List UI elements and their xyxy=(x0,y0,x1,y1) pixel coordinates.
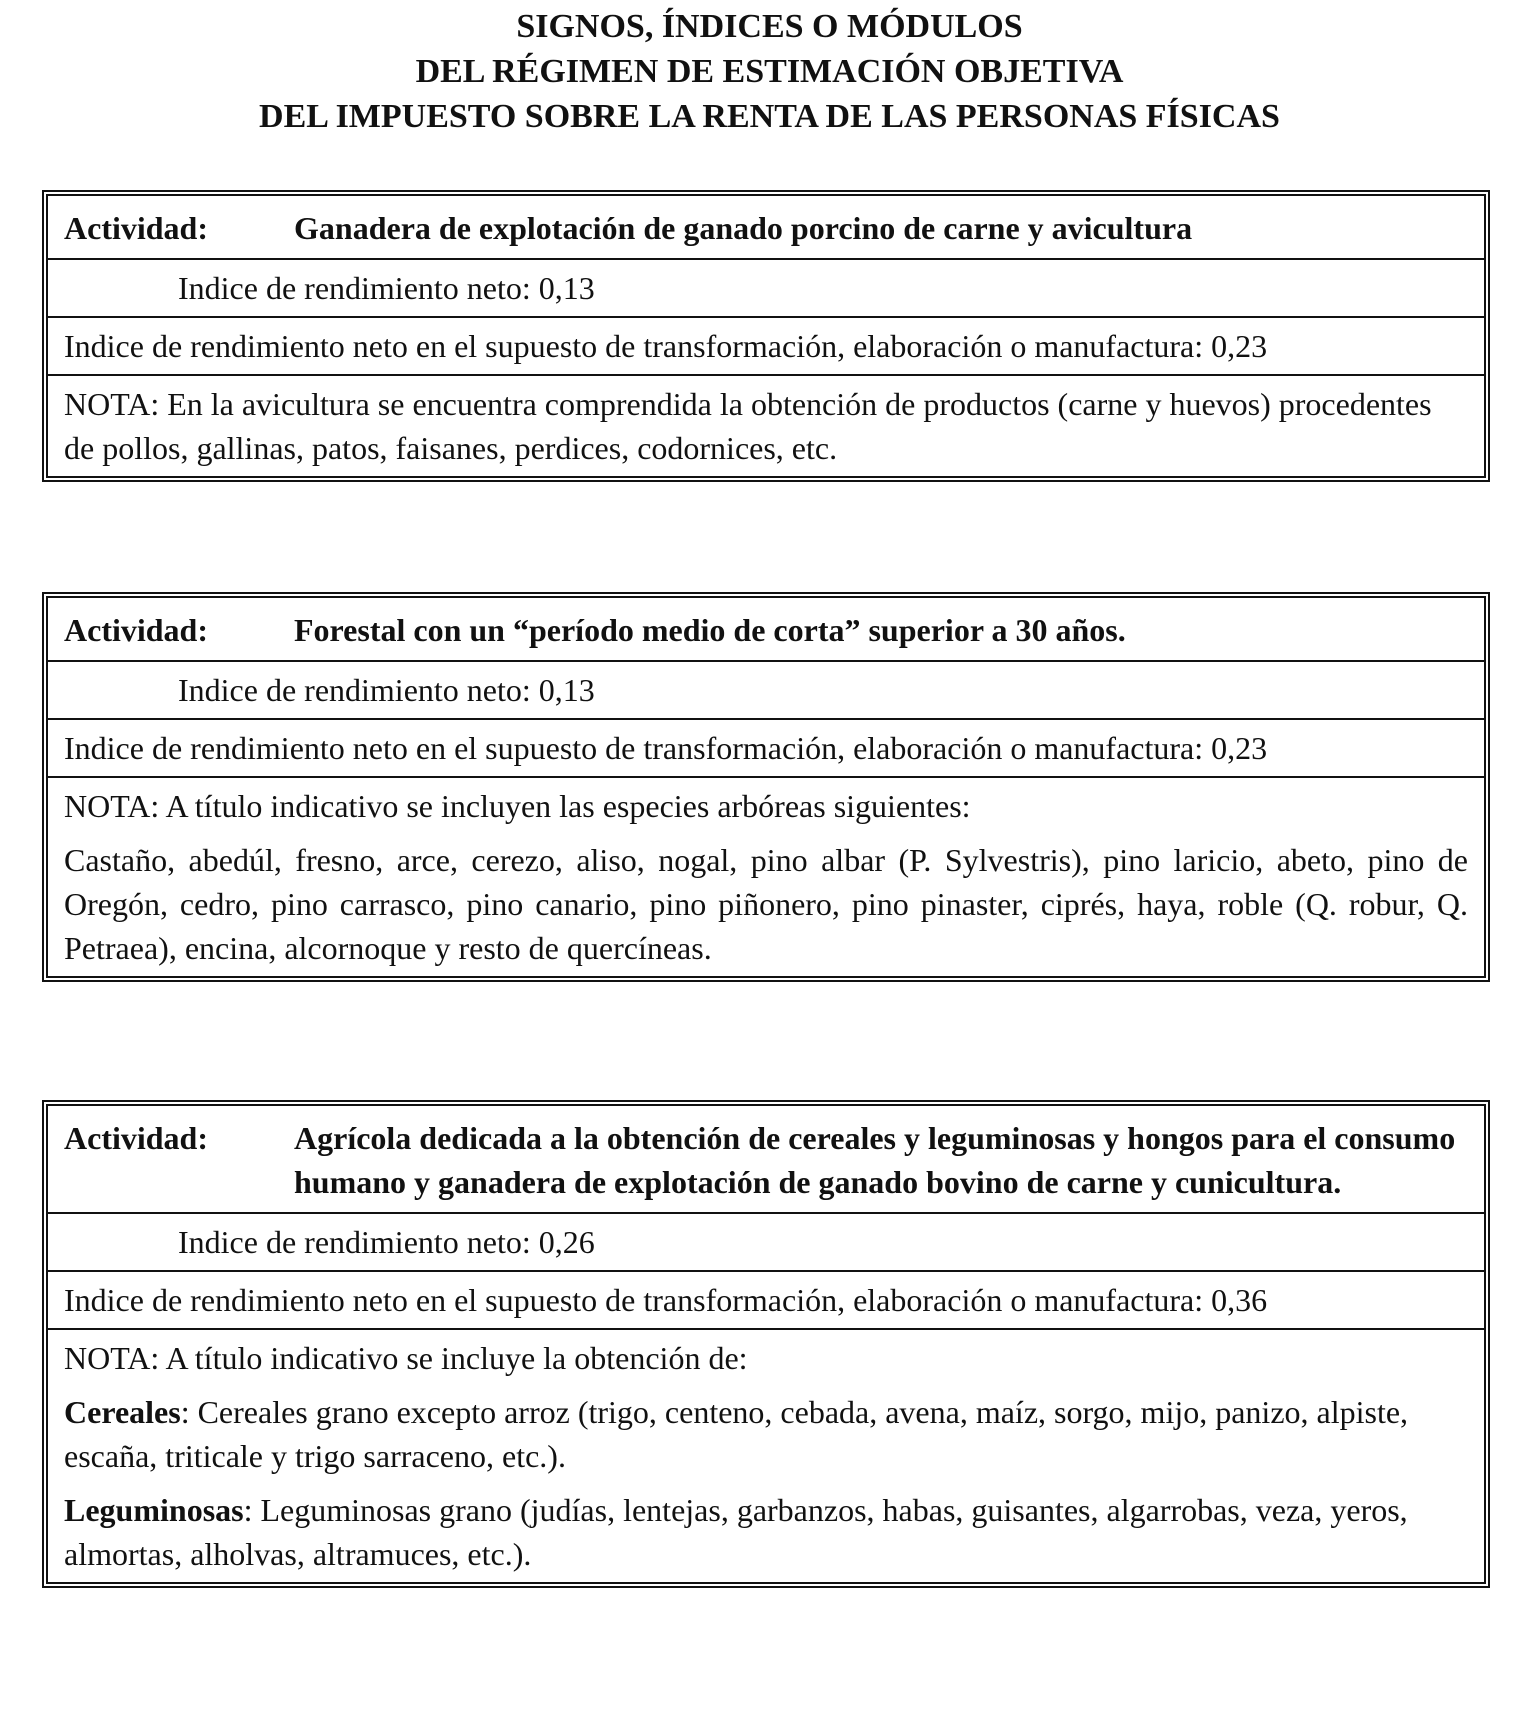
activity-name: Agrícola dedicada a la obtención de cereales y leguminosas y hongos para el consumo humano y ganadera de explotación de ganado bovino de carne y cunicultura. xyxy=(294,1120,1456,1200)
title-line-1: SIGNOS, ÍNDICES O MÓDULOS xyxy=(516,8,1023,45)
leguminosas-term: Leguminosas xyxy=(64,1492,244,1528)
cereales-term: Cereales xyxy=(64,1394,181,1430)
activity-header xyxy=(48,1106,1484,1214)
leguminosas-text: : Leguminosas grano (judías, lentejas, garbanzos, habas, guisantes, algarrobas, veza, yeros, almortas, alholvas, altramuces, etc.). xyxy=(64,1492,1408,1572)
net-yield-index: Indice de rendimiento neto: 0,13 xyxy=(48,662,1484,720)
document-title xyxy=(0,4,1539,139)
activity-note xyxy=(48,1330,1484,1582)
net-yield-index-transformation: Indice de rendimiento neto en el supuesto de transformación, elaboración o manufactura: 0,23 xyxy=(48,720,1484,778)
activity-name: Forestal con un “período medio de corta” superior a 30 años. xyxy=(294,612,1126,648)
activity-name: Ganadera de explotación de ganado porcino de carne y avicultura xyxy=(294,210,1193,246)
activity-note: NOTA: En la avicultura se encuentra comprendida la obtención de productos (carne y huevos) procedentes de pollos, gallinas, patos, faisanes, perdices, codornices, etc. xyxy=(64,386,1432,466)
activity-card-agricola xyxy=(42,1100,1490,1588)
net-yield-index: Indice de rendimiento neto: 0,26 xyxy=(48,1214,1484,1272)
activity-label: Actividad: xyxy=(64,1120,208,1156)
activity-header xyxy=(48,196,1484,260)
activity-card-ganadera xyxy=(42,190,1490,482)
activity-label: Actividad: xyxy=(64,210,208,246)
net-yield-index-transformation: Indice de rendimiento neto en el supuesto de transformación, elaboración o manufactura: 0,36 xyxy=(48,1272,1484,1330)
note-cereales xyxy=(64,1390,1468,1478)
note-intro: NOTA: A título indicativo se incluye la obtención de: xyxy=(64,1340,748,1376)
note-intro: NOTA: A título indicativo se incluyen las especies arbóreas siguientes: xyxy=(64,788,971,824)
title-line-3: DEL IMPUESTO SOBRE LA RENTA DE LAS PERSONAS FÍSICAS xyxy=(259,98,1280,135)
note-leguminosas xyxy=(64,1488,1468,1576)
net-yield-index: Indice de rendimiento neto: 0,13 xyxy=(48,260,1484,318)
note-species-list: Castaño, abedúl, fresno, arce, cerezo, aliso, nogal, pino albar (P. Sylvestris), pino laricio, abeto, pino de Oregón, cedro, pino carrasco, pino canario, pino piñonero, pino pinaster, ciprés, haya, roble (Q. robur, Q. Petraea), encina, alcornoque y resto de quercíneas. xyxy=(64,842,1468,966)
net-yield-index-transformation: Indice de rendimiento neto en el supuesto de transformación, elaboración o manufactura: 0,23 xyxy=(48,318,1484,376)
cereales-text: : Cereales grano excepto arroz (trigo, centeno, cebada, avena, maíz, sorgo, mijo, panizo, alpiste, escaña, triticale y trigo sarraceno, etc.). xyxy=(64,1394,1409,1474)
title-line-2: DEL RÉGIMEN DE ESTIMACIÓN OBJETIVA xyxy=(415,53,1124,90)
activity-header xyxy=(48,598,1484,662)
activity-note xyxy=(48,778,1484,976)
activity-label: Actividad: xyxy=(64,612,208,648)
activity-card-forestal xyxy=(42,592,1490,982)
